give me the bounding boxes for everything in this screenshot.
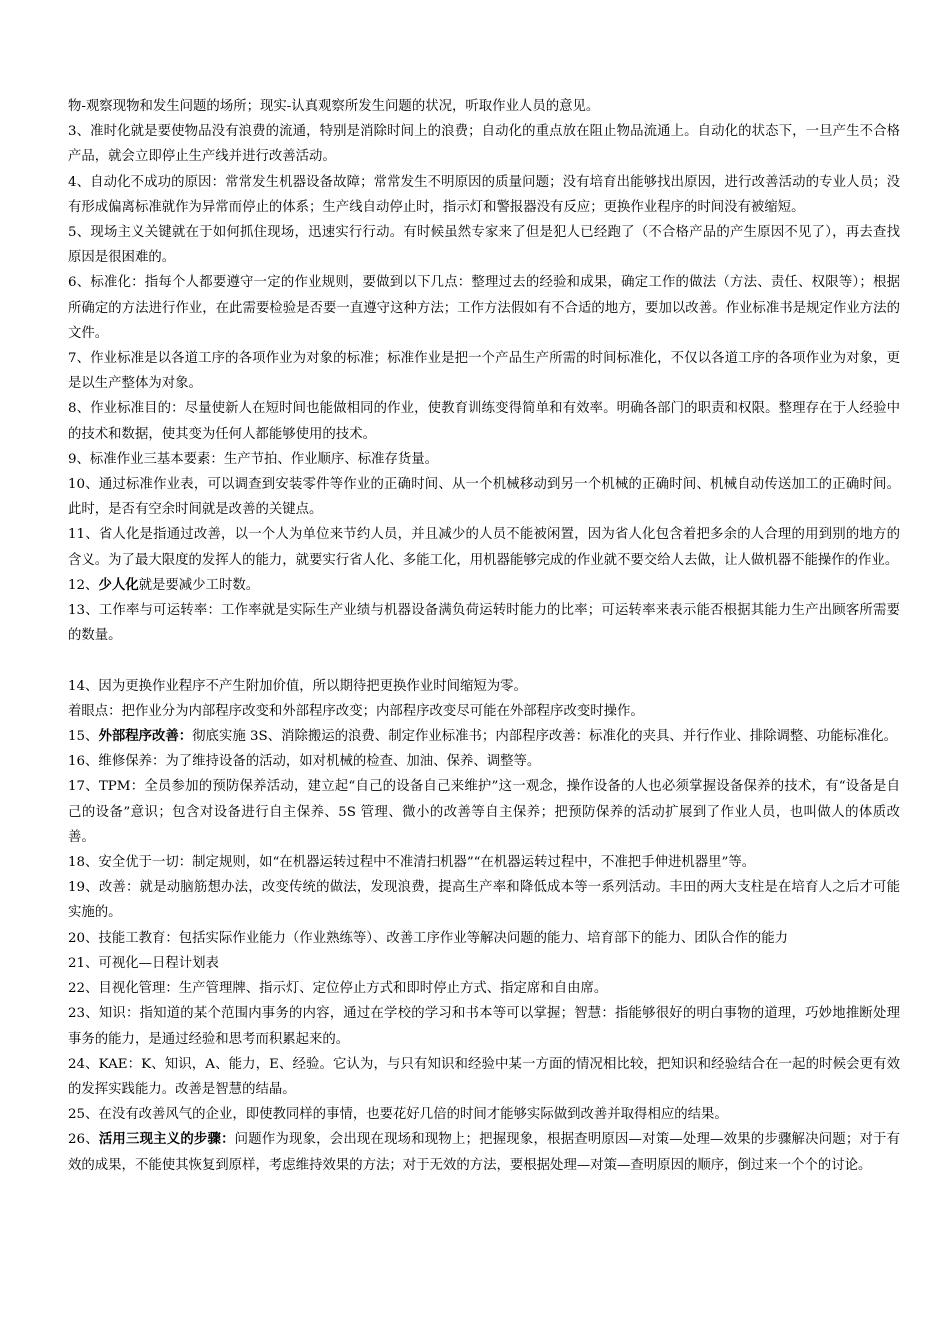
- paragraph-10: 10、通过标准作业表，可以调查到安装零件等作业的正确时间、从一个机械移动到另一个机械的正确时间、机械自动传送加工的正确时间。此时，是否有空余时间就是改善的关键点。: [68, 477, 900, 518]
- paragraph-4: 4、自动化不成功的原因：常常发生机器设备故障；常常发生不明原因的质量问题；没有培育出能够找出原因，进行改善活动的专业人员；没有形成偏离标准就作为异常而停止的体系；生产线自动停止时，指示灯和警报器没有反应；更换作业程序的时间没有被缩短。: [68, 174, 900, 215]
- paragraph-7: 7、作业标准是以各道工序的各项作业为对象的标准；标准作业是把一个产品生产所需的时间标准化，不仅以各道工序的各项作业为对象，更是以生产整体为对象。: [68, 351, 900, 392]
- paragraph-intro: 物-观察现物和发生问题的场所；现实-认真观察所发生问题的状况，听取作业人员的意见。: [68, 99, 600, 114]
- paragraph-3: 3、准时化就是要使物品没有浪费的流通，特别是消除时间上的浪费；自动化的重点放在阻止物品流通上。自动化的状态下，一旦产生不合格产品，就会立即停止生产线并进行改善活动。: [68, 124, 900, 165]
- paragraph-11: 11、省人化是指通过改善，以一个人为单位来节约人员，并且减少的人员不能被闲置，因为省人化包含着把多余的人合理的用到别的地方的含义。为了最大限度的发挥人的能力，就要实行省人化、多能工化，用机器能够完成的作业就不要交给人去做，让人做机器不能操作的作业。: [68, 527, 900, 568]
- paragraph-18: 18、安全优于一切：制定规则，如“在机器运转过程中不准清扫机器”“在机器运转过程中，不准把手伸进机器里”等。: [68, 855, 756, 871]
- paragraph-12: [68, 573, 900, 598]
- paragraph-14: 14、因为更换作业程序不产生附加价值，所以期待把更换作业时间缩短为零。: [68, 678, 527, 694]
- paragraph-16: 16、维修保养：为了维持设备的活动，如对机械的检查、加油、保养、调整等。: [68, 754, 541, 770]
- paragraph-15-text: 彻底实施 3S、消除搬运的浪费、制定作业标准书；内部程序改善：标准化的夹具、并行作业、排除调整、功能标准化。: [192, 729, 898, 745]
- paragraph-17: 17、TPM：全员参加的预防保养活动，建立起“自己的设备自己来维护”这一观念，操作设备的人也必须掌握设备保养的技术，有“设备是自己的设备”意识；包含对设备进行自主保养、5S 管理、微小的改善等自主保养；把预防保养的活动扩展到了作业人员，也叫做人的体质改善。: [68, 779, 900, 845]
- paragraph-26-number: 26、: [68, 1132, 99, 1148]
- paragraph-14-focus: 着眼点：把作业分为内部程序改变和外部程序改变；内部程序改变尽可能在外部程序改变时操作。: [68, 703, 644, 719]
- paragraph-19: 19、改善：就是动脑筋想办法，改变传统的做法，发现浪费，提高生产率和降低成本等一系列活动。丰田的两大支柱是在培育人之后才可能实施的。: [68, 880, 900, 921]
- paragraph-21: 21、可视化—日程计划表: [68, 955, 219, 971]
- document-body: [68, 94, 900, 1178]
- paragraph-9: 9、标准作业三基本要素：生产节拍、作业顺序、标准存货量。: [68, 451, 439, 467]
- paragraph-8: 8、作业标准目的：尽量使新人在短时间也能做相同的作业，使教育训练变得简单和有效率。明确各部门的职责和权限。整理存在于人经验中的技术和数据，使其变为任何人都能够使用的技术。: [68, 401, 900, 442]
- paragraph-23: 23、知识：指知道的某个范围内事务的内容，通过在学校的学习和书本等可以掌握；智慧：指能够很好的明白事物的道理，巧妙地推断处理事务的能力，是通过经验和思考而积累起来的。: [68, 1006, 900, 1047]
- paragraph-22: 22、目视化管理：生产管理牌、指示灯、定位停止方式和即时停止方式、指定席和自由席。: [68, 981, 608, 997]
- paragraph-26: [68, 1127, 900, 1177]
- paragraph-24: 24、KAE：K、知识，A、能力，E、经验。它认为，与只有知识和经验中某一方面的情况相比较，把知识和经验结合在一起的时候会更有效的发挥实践能力。改善是智慧的结晶。: [68, 1056, 900, 1097]
- paragraph-25: 25、在没有改善风气的企业，即使教同样的事情，也要花好几倍的时间才能够实际做到改善并取得相应的结果。: [68, 1107, 728, 1123]
- paragraph-15-term: 外部程序改善：: [98, 728, 193, 745]
- paragraph-26-term: 活用三现主义的步骤：: [98, 1131, 235, 1148]
- blank-line: [68, 648, 900, 673]
- paragraph-12-number: 12、: [68, 577, 99, 593]
- paragraph-20: 20、技能工教育：包括实际作业能力（作业熟练等）、改善工序作业等解决问题的能力、培育部下的能力、团队合作的能力: [68, 930, 789, 946]
- paragraph-5: 5、现场主义关键就在于如何抓住现场，迅速实行行动。有时候虽然专家来了但是犯人已经跑了（不合格产品的产生原因不见了），再去查找原因是很困难的。: [68, 225, 900, 266]
- paragraph-26-text: 问题作为现象，会出现在现场和现物上；把握现象，根据查明原因—对策—处理—效果的步骤解决问题；对于有效的成果，不能使其恢复到原样，考虑维持效果的方法；对于无效的方法，要根据处理—对策—查明原因的顺序，倒过来一个个的讨论。: [68, 1132, 901, 1173]
- paragraph-12-text: 就是要减少工时数。: [138, 577, 260, 593]
- paragraph-13: 13、工作率与可运转率：工作率就是实际生产业绩与机器设备满负荷运转时能力的比率；可运转率来表示能否根据其能力生产出顾客所需要的数量。: [68, 603, 900, 644]
- paragraph-6: 6、标准化：指每个人都要遵守一定的作业规则，要做到以下几点：整理过去的经验和成果，确定工作的做法（方法、责任、权限等）；根据所确定的方法进行作业，在此需要检验是否要一直遵守这种方法；工作方法假如有不合适的地方，要加以改善。作业标准书是规定作业方法的文件。: [68, 275, 900, 341]
- paragraph-15: [68, 724, 900, 749]
- paragraph-12-term: 少人化: [98, 576, 139, 593]
- paragraph-15-number: 15、: [68, 729, 99, 745]
